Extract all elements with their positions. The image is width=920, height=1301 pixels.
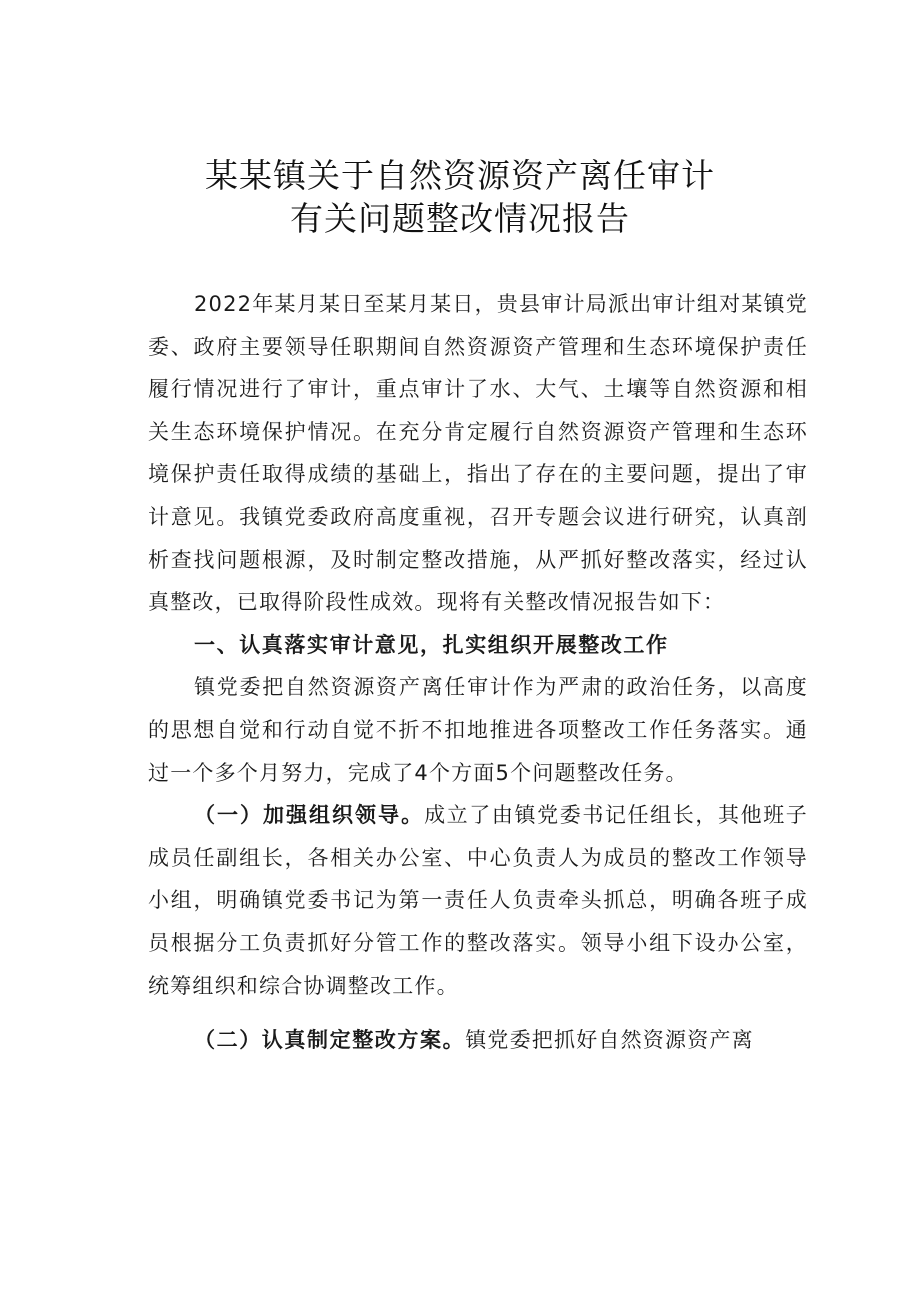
item-2-text: 镇党委把抓好自然资源资产离 — [465, 1028, 754, 1053]
paragraph-gap — [148, 1007, 808, 1019]
section-1-heading: 一、认真落实审计意见，扎实组织开展整改工作 — [194, 632, 669, 657]
item-1-text: 成立了由镇党委书记任组长，其他班子成员任副组长，各相关办公室、中心负责人为成员的整改工作领导小组，明确镇党委书记为第一责任人负责牵头抓总，明确各班子成员根据分工负责抓好分管工作的整改落实。领导小组下设办公室，统筹组织和综合协调整改工作。 — [148, 803, 808, 998]
item-1-lead: （一）加强组织领导。 — [194, 803, 425, 828]
report-title-line-1: 某某镇关于自然资源资产离任审计 — [205, 156, 715, 195]
item-2-lead: （二）认真制定整改方案。 — [194, 1028, 466, 1053]
section-1-paragraph: 镇党委把自然资源资产离任审计作为严肃的政治任务，以高度的思想自觉和行动自觉不折不扣地推进各项整改工作任务落实。通过一个多个月努力，完成了4个方面5个问题整改任务。 — [148, 675, 808, 785]
intro-paragraph: 2022年某月某日至某月某日，贵县审计局派出审计组对某镇党委、政府主要领导任职期间自然资源资产管理和生态环境保护责任履行情况进行了审计，重点审计了水、大气、土壤等自然资源和相关生态环境保护情况。在充分肯定履行自然资源资产管理和生态环境保护责任取得成绩的基础上，指出了存在的主要问题，提出了审计意见。我镇党委政府高度重视，召开专题会议进行研究，认真剖析查找问题根源，及时制定整改措施，从严抓好整改落实，经过认真整改，已取得阶段性成效。现将有关整改情况报告如下： — [148, 292, 808, 615]
item-1-paragraph — [148, 794, 808, 1007]
item-2-paragraph — [148, 1019, 808, 1062]
report-title-line-2: 有关问题整改情况报告 — [290, 199, 630, 238]
report-body — [148, 283, 808, 1062]
